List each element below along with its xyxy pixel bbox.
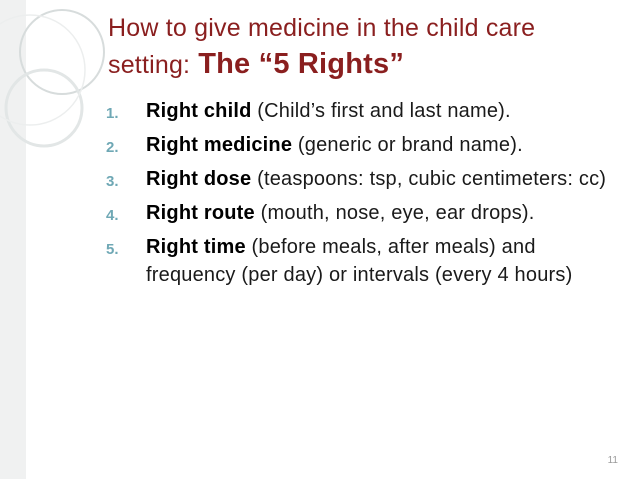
- item-detail: (teaspoons: tsp, cubic centimeters: cc): [251, 168, 607, 190]
- list-item: [106, 165, 626, 196]
- item-keyword: Right dose: [146, 168, 252, 190]
- item-detail: (before meals, after meals) and frequency (per day) or intervals (every 4 hours): [146, 236, 573, 286]
- item-keyword: Right route: [146, 202, 255, 224]
- title-prefix: setting:: [108, 51, 191, 79]
- item-keyword: Right medicine: [146, 134, 293, 156]
- item-text: [146, 131, 626, 159]
- item-text: [146, 165, 626, 193]
- page-number: 11: [607, 455, 618, 466]
- item-number: 1.: [106, 105, 119, 122]
- item-text: [146, 233, 626, 289]
- rights-list: [106, 97, 626, 292]
- item-detail: (mouth, nose, eye, ear drops).: [254, 202, 535, 224]
- item-number: 5.: [106, 241, 119, 258]
- item-keyword: Right child: [146, 100, 252, 122]
- list-item: [106, 233, 626, 289]
- item-keyword: Right time: [146, 236, 246, 258]
- item-number: 2.: [106, 139, 119, 156]
- list-item: [106, 97, 626, 128]
- title-line-2: [108, 46, 628, 83]
- item-text: [146, 97, 626, 125]
- item-detail: (generic or brand name).: [292, 134, 523, 156]
- item-text: [146, 199, 626, 227]
- item-number: 4.: [106, 207, 119, 224]
- item-detail: (Child’s first and last name).: [251, 100, 511, 122]
- list-item: [106, 131, 626, 162]
- title-line-1: How to give medicine in the child care: [108, 14, 536, 42]
- slide-title: [108, 10, 628, 83]
- item-number: 3.: [106, 173, 119, 190]
- list-item: [106, 199, 626, 230]
- title-emphasis: The “5 Rights”: [198, 48, 405, 80]
- decorative-circles: [0, 0, 120, 200]
